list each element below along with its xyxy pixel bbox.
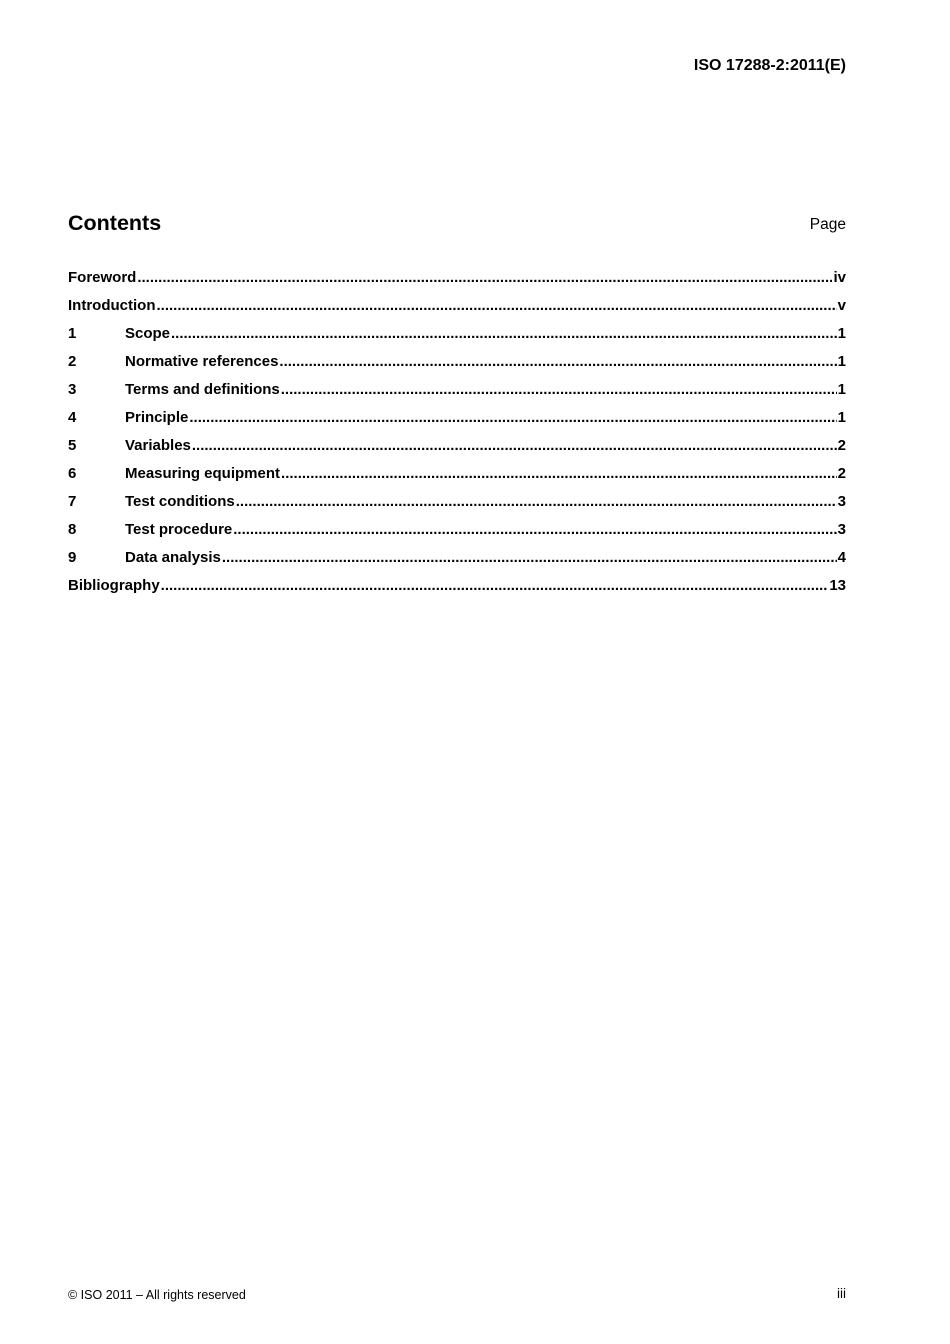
toc-entry-title: Introduction	[68, 297, 156, 314]
toc-entry-terms-and-definitions[interactable]	[68, 380, 846, 408]
toc-entry-foreword[interactable]	[68, 268, 846, 296]
toc-entry-page: 3	[837, 521, 846, 538]
toc-entry-scope[interactable]	[68, 324, 846, 352]
dot-leader	[192, 436, 837, 456]
toc-entry-data-analysis[interactable]	[68, 548, 846, 576]
toc-entry-test-procedure[interactable]	[68, 520, 846, 548]
dot-leader	[161, 576, 829, 596]
toc-entry-title: Scope	[125, 325, 171, 342]
table-of-contents	[68, 268, 846, 604]
toc-entry-number: 5	[68, 437, 77, 454]
toc-entry-page: v	[837, 297, 846, 314]
toc-entry-number: 8	[68, 521, 77, 538]
footer-page-number: iii	[837, 1286, 846, 1301]
toc-entry-title: Normative references	[125, 353, 279, 370]
page-column-label: Page	[809, 216, 846, 233]
contents-header	[68, 209, 846, 239]
document-id: ISO 17288-2:2011(E)	[693, 57, 846, 74]
toc-entry-normative-references[interactable]	[68, 352, 846, 380]
toc-entry-page: 2	[837, 437, 846, 454]
toc-entry-title: Foreword	[68, 269, 137, 286]
toc-entry-number: 7	[68, 493, 77, 510]
footer-copyright: © ISO 2011 – All rights reserved	[68, 1288, 246, 1302]
dot-leader	[189, 408, 836, 428]
toc-entry-introduction[interactable]	[68, 296, 846, 324]
dot-leader	[281, 464, 837, 484]
toc-entry-number: 2	[68, 353, 77, 370]
toc-entry-title: Variables	[125, 437, 191, 454]
contents-title: Contents	[68, 211, 162, 235]
dot-leader	[222, 548, 837, 568]
toc-entry-bibliography[interactable]	[68, 576, 846, 604]
toc-entry-measuring-equipment[interactable]	[68, 464, 846, 492]
toc-entry-page: 2	[837, 465, 846, 482]
toc-entry-title: Measuring equipment	[125, 465, 281, 482]
dot-leader	[156, 296, 836, 316]
toc-entry-page: 3	[837, 493, 846, 510]
dot-leader	[279, 352, 836, 372]
toc-entry-title: Data analysis	[125, 549, 221, 566]
toc-entry-number: 9	[68, 549, 77, 566]
dot-leader	[236, 492, 837, 512]
toc-entry-number: 4	[68, 409, 77, 426]
toc-entry-principle[interactable]	[68, 408, 846, 436]
toc-entry-number: 3	[68, 381, 77, 398]
toc-entry-page: 1	[837, 353, 846, 370]
toc-entry-number: 6	[68, 465, 77, 482]
dot-leader	[171, 324, 837, 344]
dot-leader	[137, 268, 832, 288]
toc-entry-page: iv	[833, 269, 846, 286]
toc-entry-number: 1	[68, 325, 77, 342]
toc-entry-title: Bibliography	[68, 577, 160, 594]
toc-entry-page: 4	[837, 549, 846, 566]
toc-entry-title: Test procedure	[125, 521, 233, 538]
toc-entry-title: Terms and definitions	[125, 381, 280, 398]
toc-entry-page: 1	[837, 325, 846, 342]
toc-entry-page: 1	[837, 409, 846, 426]
toc-entry-title: Test conditions	[125, 493, 235, 510]
toc-entry-variables[interactable]	[68, 436, 846, 464]
toc-entry-test-conditions[interactable]	[68, 492, 846, 520]
toc-entry-page: 1	[837, 381, 846, 398]
dot-leader	[281, 380, 837, 400]
dot-leader	[233, 520, 836, 540]
toc-entry-title: Principle	[125, 409, 189, 426]
toc-entry-page: 13	[829, 577, 846, 594]
